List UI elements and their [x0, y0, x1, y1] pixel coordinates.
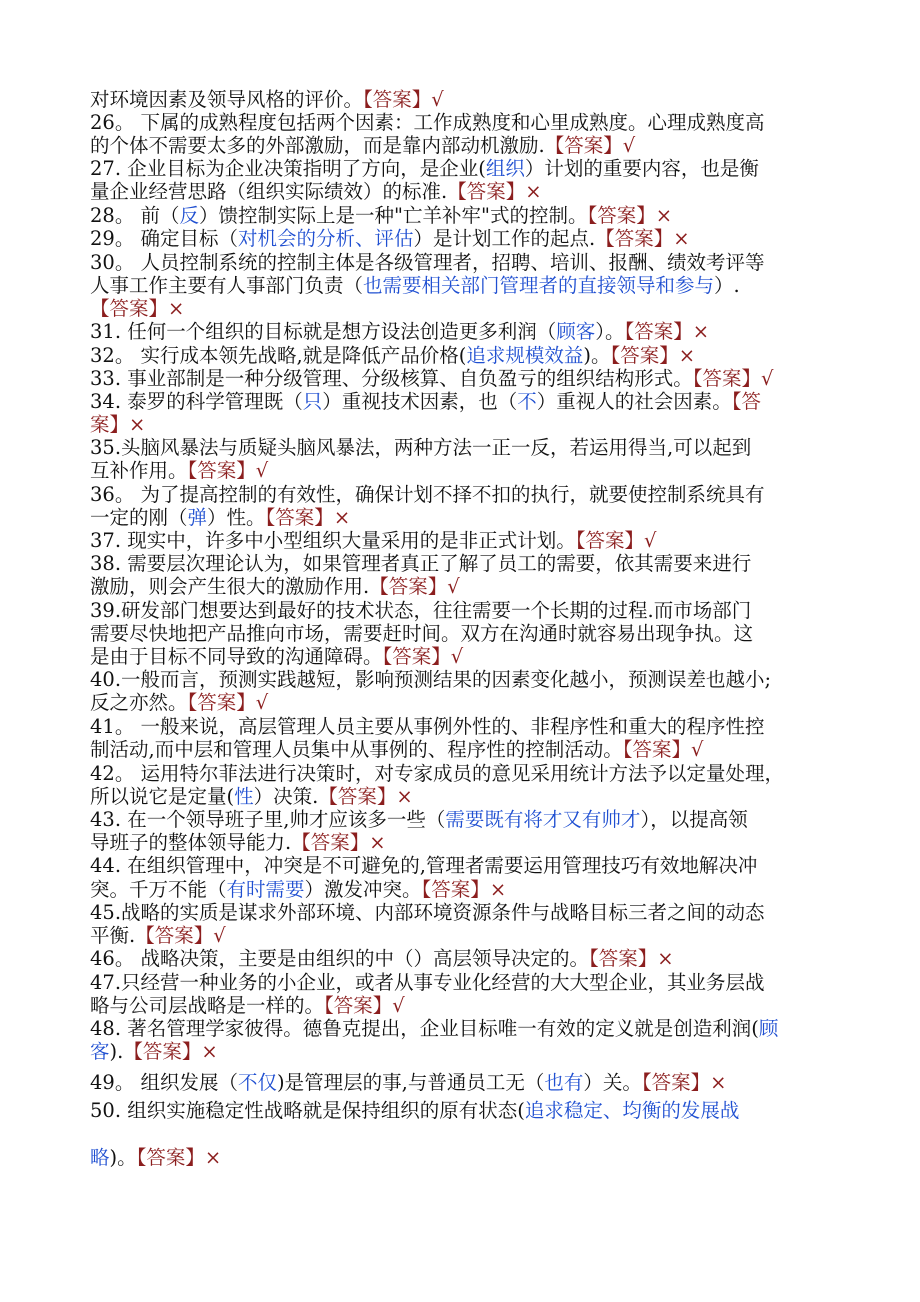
text-line	[90, 924, 840, 947]
text-line	[90, 1040, 840, 1063]
line-text: 41。 一般来说，高层管理人员主要从事例外性的、非程序性和重大的程序性控	[90, 715, 765, 738]
line-text: 突。千万不能（	[90, 878, 227, 901]
text-line	[90, 459, 840, 482]
line-text: 37. 现实中，许多中小型组织大量采用的是非正式计划。	[90, 529, 576, 552]
correction-text: 顾客	[556, 320, 596, 343]
text-line	[90, 88, 840, 111]
answer-label: 【答案】	[421, 878, 490, 901]
line-text: )。	[109, 1146, 137, 1169]
answer-label: 【答案】	[187, 691, 256, 714]
line-text: 50. 组织实施稳定性战略就是保持组织的原有状态(	[90, 1099, 525, 1122]
answer-mark: ×	[657, 947, 674, 970]
answer-label: 【答案】	[318, 785, 397, 808]
line-text: 49。 组织发展（	[90, 1071, 239, 1094]
line-text: 45.战略的实质是谋求外部环境、内部环境资源条件与战略目标三者之间的动态	[90, 901, 765, 924]
line-text: 30。 人员控制系统的控制主体是各级管理者，招聘、培训、报酬、绩效考评等	[90, 251, 765, 274]
answer-mark: ×	[489, 878, 507, 901]
line-text: ）重视技术因素，也（	[322, 390, 518, 413]
correction-text: 也需要相关部门管理者的直接领导和参与	[363, 274, 715, 297]
text-line	[90, 529, 840, 552]
line-text: 激励，则会产生很大的激励作用.	[90, 575, 370, 598]
line-text: ）.	[714, 274, 740, 297]
correction-text: 不	[517, 390, 537, 413]
text-line	[90, 297, 840, 320]
text-line	[90, 1146, 840, 1169]
correction-text: 追求规模效益	[466, 344, 584, 367]
line-text: 26。 下属的成熟程度包括两个因素：工作成熟度和心里成熟度。心理成熟度高	[90, 111, 765, 134]
answer-label: 【答案】	[589, 947, 658, 970]
answer-label: 【答案】	[595, 227, 674, 250]
answer-label: 【答案】	[135, 924, 214, 947]
line-text: 44. 在组织管理中，冲突是不可避免的,管理者需要运用管理技巧有效地解决冲	[90, 854, 758, 877]
answer-label: 【答案】	[544, 134, 623, 157]
answer-label: 【答案】	[90, 297, 169, 320]
answer-mark: ×	[204, 1146, 222, 1169]
line-text: ）性。	[207, 506, 266, 529]
line-text: 反之亦然。	[90, 691, 188, 714]
answer-label: 【答案】	[136, 1146, 205, 1169]
line-text: 27. 企业目标为企业决策指明了方向，是企业(	[90, 157, 486, 180]
answer-mark: √	[255, 691, 269, 714]
answer-label: 【答案】	[447, 180, 526, 203]
correction-text: 略	[90, 1146, 110, 1169]
text-line	[90, 808, 840, 831]
line-text: 的个体不需要太多的外部激励，而是靠内部动机激励.	[90, 134, 545, 157]
line-text: 38. 需要层次理论认为，如果管理者真正了解了员工的需要，依其需要来进行	[90, 552, 752, 575]
answer-label: 【答案】	[587, 204, 656, 227]
text-line	[90, 994, 840, 1017]
line-text: ）关。	[583, 1071, 642, 1094]
answer-mark: √	[431, 88, 444, 111]
text-line	[90, 691, 840, 714]
line-text: ）激发冲突。	[304, 878, 422, 901]
correction-text: 对机会的分析、评估	[238, 227, 414, 250]
answer-label: 【答案】	[692, 367, 761, 390]
text-line	[90, 552, 840, 575]
line-text: )是管理层的事,与普通员工无（	[277, 1071, 545, 1094]
answer-label: 【答案】	[610, 344, 679, 367]
text-line	[90, 390, 840, 413]
text-line	[90, 344, 840, 367]
text-line	[90, 1017, 840, 1040]
line-text: ）决策.	[253, 785, 319, 808]
correction-text: 需要既有将才又有帅才	[445, 808, 641, 831]
answer-mark: ×	[369, 831, 386, 854]
line-text: 是由于目标不同导致的沟通障碍。	[90, 645, 383, 668]
correction-text: 只	[302, 390, 323, 413]
line-text: 需要尽快地把产品推向市场，需要赶时间。双方在沟通时就容易出现争执。这	[90, 622, 754, 645]
text-line	[90, 762, 840, 785]
line-text: 42。 运用特尔菲法进行决策时，对专家成员的意见采用统计方法予以定量处理，	[90, 762, 785, 785]
answer-mark: ×	[678, 344, 696, 367]
line-text: 对环境因素及领导风格的评价。	[90, 88, 364, 111]
text-line	[90, 483, 840, 506]
text-line	[90, 878, 840, 901]
answer-mark: ×	[655, 204, 673, 227]
line-text: 互补作用。	[90, 459, 188, 482]
answer-mark: √	[450, 645, 464, 668]
answer-label: 【答案】	[624, 320, 693, 343]
answer-mark: √	[760, 367, 774, 390]
correction-text: 追求稳定、均衡的发展战	[524, 1099, 740, 1122]
line-text: 48. 著名管理学家彼得。德鲁克提出，企业目标唯一有效的定义就是创造利润(	[90, 1017, 759, 1040]
text-line	[90, 854, 840, 877]
text-line	[90, 204, 840, 227]
text-line	[90, 320, 840, 343]
answer-label: 【答案】	[369, 575, 448, 598]
line-text: 导班子的整体领导能力.	[90, 831, 292, 854]
line-text: 47.只经营一种业务的小企业，或者从事专业化经营的大大型企业，其业务层战	[90, 971, 765, 994]
text-line	[90, 157, 840, 180]
answer-mark: √	[392, 994, 405, 1017]
answer-mark: ×	[201, 1040, 218, 1063]
line-text: 33. 事业部制是一种分级管理、分级核算、自负盈亏的组织结构形式。	[90, 367, 693, 390]
answer-label: 【答案】	[324, 994, 393, 1017]
line-text: 39.研发部门想要达到最好的技术状态，往往需要一个长期的过程.而市场部门	[90, 599, 752, 622]
correction-text: 反	[179, 204, 200, 227]
line-text: 人事工作主要有人事部门负责（	[90, 274, 364, 297]
answer-label: 【答案】	[382, 645, 451, 668]
line-text: ）重视人的社会因素。	[536, 390, 732, 413]
correction-text: 组织	[485, 157, 525, 180]
line-text: )。	[583, 344, 611, 367]
text-line	[90, 1071, 840, 1094]
answer-mark: ×	[525, 180, 542, 203]
answer-mark: ×	[710, 1071, 727, 1094]
answer-mark: √	[447, 575, 460, 598]
answer-label: 【答案】	[187, 459, 256, 482]
line-text: 46。 战略决策，主要是由组织的中（）高层领导决定的。	[90, 947, 590, 970]
answer-mark: ×	[673, 227, 690, 250]
line-text: ），以提高领	[640, 808, 748, 831]
line-text: ）计划的重要内容，也是衡	[524, 157, 759, 180]
line-text: ）是计划工作的起点.	[413, 227, 596, 250]
text-line	[90, 227, 840, 250]
correction-text: 不仅	[238, 1071, 278, 1094]
correction-text: 也有	[544, 1071, 584, 1094]
line-text: 一定的刚（	[90, 506, 188, 529]
line-text: 29。 确定目标（	[90, 227, 239, 250]
answer-mark: √	[213, 924, 226, 947]
answer-label: 【答案】	[123, 1040, 202, 1063]
answer-mark: ×	[692, 320, 710, 343]
line-text: ）。	[595, 320, 625, 343]
line-text: 40.一般而言，预测实践越短，影响预测结果的因素变化越小，预测误差也越小;	[90, 668, 772, 691]
line-text: 35.头脑风暴法与质疑头脑风暴法，两种方法一正一反，若运用得当,可以起到	[90, 436, 752, 459]
answer-label: 【答案】	[265, 506, 334, 529]
line-text: 31. 任何一个组织的目标就是想方设法创造更多利润（	[90, 320, 557, 343]
answer-mark: √	[622, 134, 636, 157]
line-text: 略与公司层战略是一样的。	[90, 994, 325, 1017]
answer-label: 【答	[731, 390, 762, 413]
correction-text: 有时需要	[226, 878, 305, 901]
text-line	[90, 367, 840, 390]
answer-mark: ×	[396, 785, 413, 808]
text-line	[90, 1099, 840, 1122]
line-text: ).	[109, 1040, 124, 1063]
line-text: 32。 实行成本领先战略,就是降低产品价格(	[90, 344, 467, 367]
line-text: 所以说它是定量(	[90, 785, 235, 808]
line-text: ）馈控制实际上是一种"亡羊补牢"式的控制。	[199, 204, 588, 227]
correction-text: 性	[234, 785, 254, 808]
line-text: 28。 前（	[90, 204, 180, 227]
line-text: 36。 为了提高控制的有效性，确保计划不择不扣的执行，就要使控制系统具有	[90, 483, 765, 506]
line-text: 43. 在一个领导班子里,帅才应该多一些（	[90, 808, 446, 831]
correction-text: 顾	[758, 1017, 779, 1040]
answer-mark: √	[255, 459, 269, 482]
answer-mark: ×	[168, 297, 185, 320]
correction-text: 弹	[187, 506, 208, 529]
text-line	[90, 413, 840, 436]
correction-text: 客	[90, 1040, 110, 1063]
text-line	[90, 715, 840, 738]
text-line	[90, 599, 840, 622]
text-line	[90, 785, 840, 808]
answer-mark: √	[690, 738, 704, 761]
text-line	[90, 251, 840, 274]
line-text: 平衡.	[90, 924, 136, 947]
answer-label: 【答案】	[641, 1071, 711, 1094]
answer-label: 案】	[90, 413, 130, 436]
text-line	[90, 274, 840, 297]
text-line	[90, 738, 840, 761]
text-line	[90, 947, 840, 970]
text-line	[90, 831, 840, 854]
text-line	[90, 668, 840, 691]
text-line	[90, 506, 840, 529]
answer-label: 【答案】	[575, 529, 644, 552]
text-line	[90, 111, 840, 134]
line-text: 量企业经营思路（组织实际绩效）的标准.	[90, 180, 448, 203]
text-line	[90, 180, 840, 203]
text-line	[90, 436, 840, 459]
text-line	[90, 971, 840, 994]
answer-label: 【答案】	[363, 88, 432, 111]
text-line	[90, 622, 840, 645]
text-line	[90, 645, 840, 668]
answer-label: 【答案】	[622, 738, 691, 761]
answer-mark: √	[643, 529, 657, 552]
text-line	[90, 901, 840, 924]
line-text: 34. 泰罗的科学管理既（	[90, 390, 303, 413]
text-line	[90, 575, 840, 598]
answer-mark: ×	[129, 413, 146, 436]
answer-mark: ×	[333, 506, 351, 529]
text-line	[90, 134, 840, 157]
answer-label: 【答案】	[291, 831, 370, 854]
line-text: 制活动,而中层和管理人员集中从事例的、程序性的控制活动。	[90, 738, 623, 761]
